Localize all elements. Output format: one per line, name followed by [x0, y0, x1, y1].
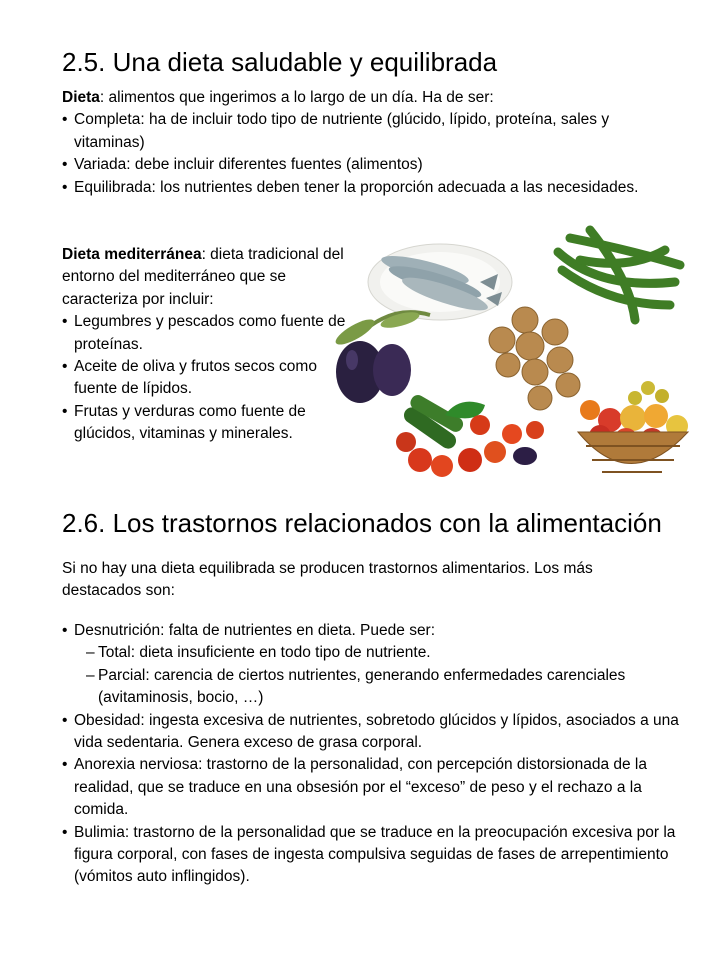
section-title-2-6: 2.6. Los trastornos relacionados con la alimentación: [62, 508, 662, 538]
list-item: • Equilibrada: los nutrientes deben tener la proporción adecuada a las necesidades.: [62, 177, 662, 199]
list-item-bulimia: • Bulimia: trastorno de la personalidad que se traduce en la preocupación excesiva por la figura corporal, con fases de ingesta compulsiva seguidas de fases de arrepentimiento (vómitos auto inflingidos).: [62, 822, 688, 889]
disorders-intro: Si no hay una dieta equilibrada se producen trastornos alimentarios. Los más destacados son:: [62, 560, 593, 600]
dash-marker: –: [86, 666, 95, 684]
list-item-anorexia: • Anorexia nerviosa: trastorno de la personalidad, con percepción distorsionada de la realidad, que se traduce en una obsesión por el “exceso” de peso y el rechazo a la comida.: [62, 754, 688, 821]
desnutricion-text: Desnutrición: falta de nutrientes en dieta. Puede ser:: [74, 622, 436, 639]
olives-image: [332, 309, 430, 403]
sub-item-total: [74, 642, 688, 664]
fish-plate-image: [368, 244, 512, 320]
mediterranean-def: : dieta tradicional del entorno del mediterráneo que se caracteriza por incluir:: [62, 246, 344, 308]
dieta-bullet-list: [62, 109, 662, 199]
fruit-basket-image: [578, 381, 688, 472]
mediterranean-term: Dieta mediterránea: [62, 246, 202, 263]
mediterranean-bullet-list: [62, 311, 349, 445]
sub-item-parcial-text: Parcial: carencia de ciertos nutrientes, generando enfermedades carenciales (avitaminosis, bocio, …): [98, 666, 626, 707]
mediterranean-block: [62, 244, 349, 446]
dash-marker: –: [86, 644, 95, 662]
section-title-2-5: 2.5. Una dieta saludable y equilibrada: [62, 47, 498, 77]
list-item-obesidad: • Obesidad: ingesta excesiva de nutrientes, sobretodo glúcidos y lípidos, asociados a una vida sedentaria. Genera exceso de grasa corporal.: [62, 710, 688, 755]
sub-item-parcial: [74, 665, 688, 710]
list-item: • Legumbres y pescados como fuente de proteínas.: [62, 311, 349, 356]
dieta-definition: [62, 87, 662, 109]
disorders-block: [62, 620, 688, 889]
mediterranean-food-illustration: [330, 220, 710, 490]
list-item: • Variada: debe incluir diferentes fuentes (alimentos): [62, 154, 662, 176]
walnuts-image: [489, 307, 580, 410]
list-item: • Frutas y verduras como fuente de glúcidos, vitaminas y minerales.: [62, 401, 349, 446]
vegetables-image: [396, 392, 544, 477]
mediterranean-definition: [62, 244, 349, 311]
list-item: • Aceite de oliva y frutos secos como fuente de lípidos.: [62, 356, 349, 401]
disorders-list: [62, 620, 688, 889]
dieta-term: Dieta: [62, 89, 100, 106]
sub-item-total-text: Total: dieta insuficiente en todo tipo de nutriente.: [98, 644, 431, 662]
dieta-def: : alimentos que ingerimos a lo largo de un día. Ha de ser:: [99, 89, 494, 106]
green-beans-image: [558, 230, 680, 320]
list-item-desnutricion: [62, 620, 688, 710]
list-item: • Completa: ha de incluir todo tipo de nutriente (glúcido, lípido, proteína, sales y vitaminas): [62, 109, 662, 154]
dieta-block: [62, 87, 662, 199]
